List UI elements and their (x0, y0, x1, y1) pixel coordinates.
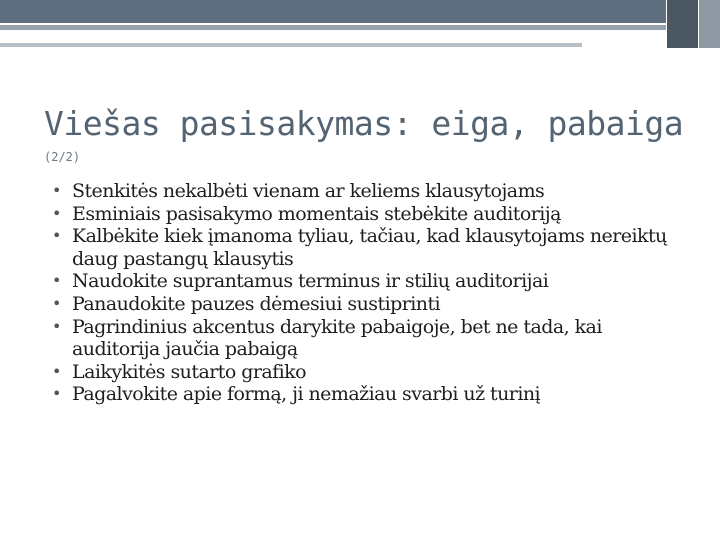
bullet-list (52, 180, 692, 406)
header-line-lower (0, 43, 582, 47)
header-line-upper (0, 25, 666, 30)
bullet-marker: • (52, 316, 61, 336)
header-block-light (699, 0, 720, 48)
bullet-marker: • (52, 203, 61, 223)
header-band (0, 0, 666, 23)
bullet-marker: • (52, 293, 61, 313)
bullet-marker: • (52, 361, 61, 381)
header-block-dark (667, 0, 698, 48)
bullet-marker: • (52, 181, 61, 200)
bullet-text: Esminiais pasisakymo momentais stebėkite auditoriją (72, 202, 561, 225)
bullet-marker: • (52, 384, 61, 404)
bullet-text: Stenkitės nekalbėti vienam ar keliems klausytojams (72, 180, 545, 202)
slide-title: Viešas pasisakymas: eiga, pabaiga (44, 104, 684, 143)
header-decoration (0, 0, 720, 48)
bullet-text: Laikykitės sutarto grafiko (72, 360, 307, 383)
bullet-item (52, 225, 692, 270)
bullet-marker: • (52, 226, 61, 246)
bullet-item (52, 293, 692, 316)
bullet-text: Pagrindinius akcentus darykite pabaigoje, bet ne tada, kai auditorija jaučia pabaigą (72, 315, 602, 361)
bullet-item (52, 180, 692, 203)
bullet-item (52, 203, 692, 226)
slide-subtitle: (2/2) (44, 150, 81, 164)
bullet-text: Panaudokite pauzes dėmesiui sustiprinti (72, 292, 441, 315)
bullet-item (52, 316, 692, 361)
bullet-text: Naudokite suprantamus terminus ir stilių auditorijai (72, 270, 549, 293)
bullet-item (52, 270, 692, 293)
bullet-text: Kalbėkite kiek įmanoma tyliau, tačiau, kad klausytojams nereiktų daug pastangų klausytis (72, 225, 667, 270)
bullet-text: Pagalvokite apie formą, ji nemažiau svarbi už turinį (72, 383, 541, 406)
bullet-marker: • (52, 271, 61, 291)
bullet-item (52, 383, 692, 406)
bullet-item (52, 361, 692, 384)
